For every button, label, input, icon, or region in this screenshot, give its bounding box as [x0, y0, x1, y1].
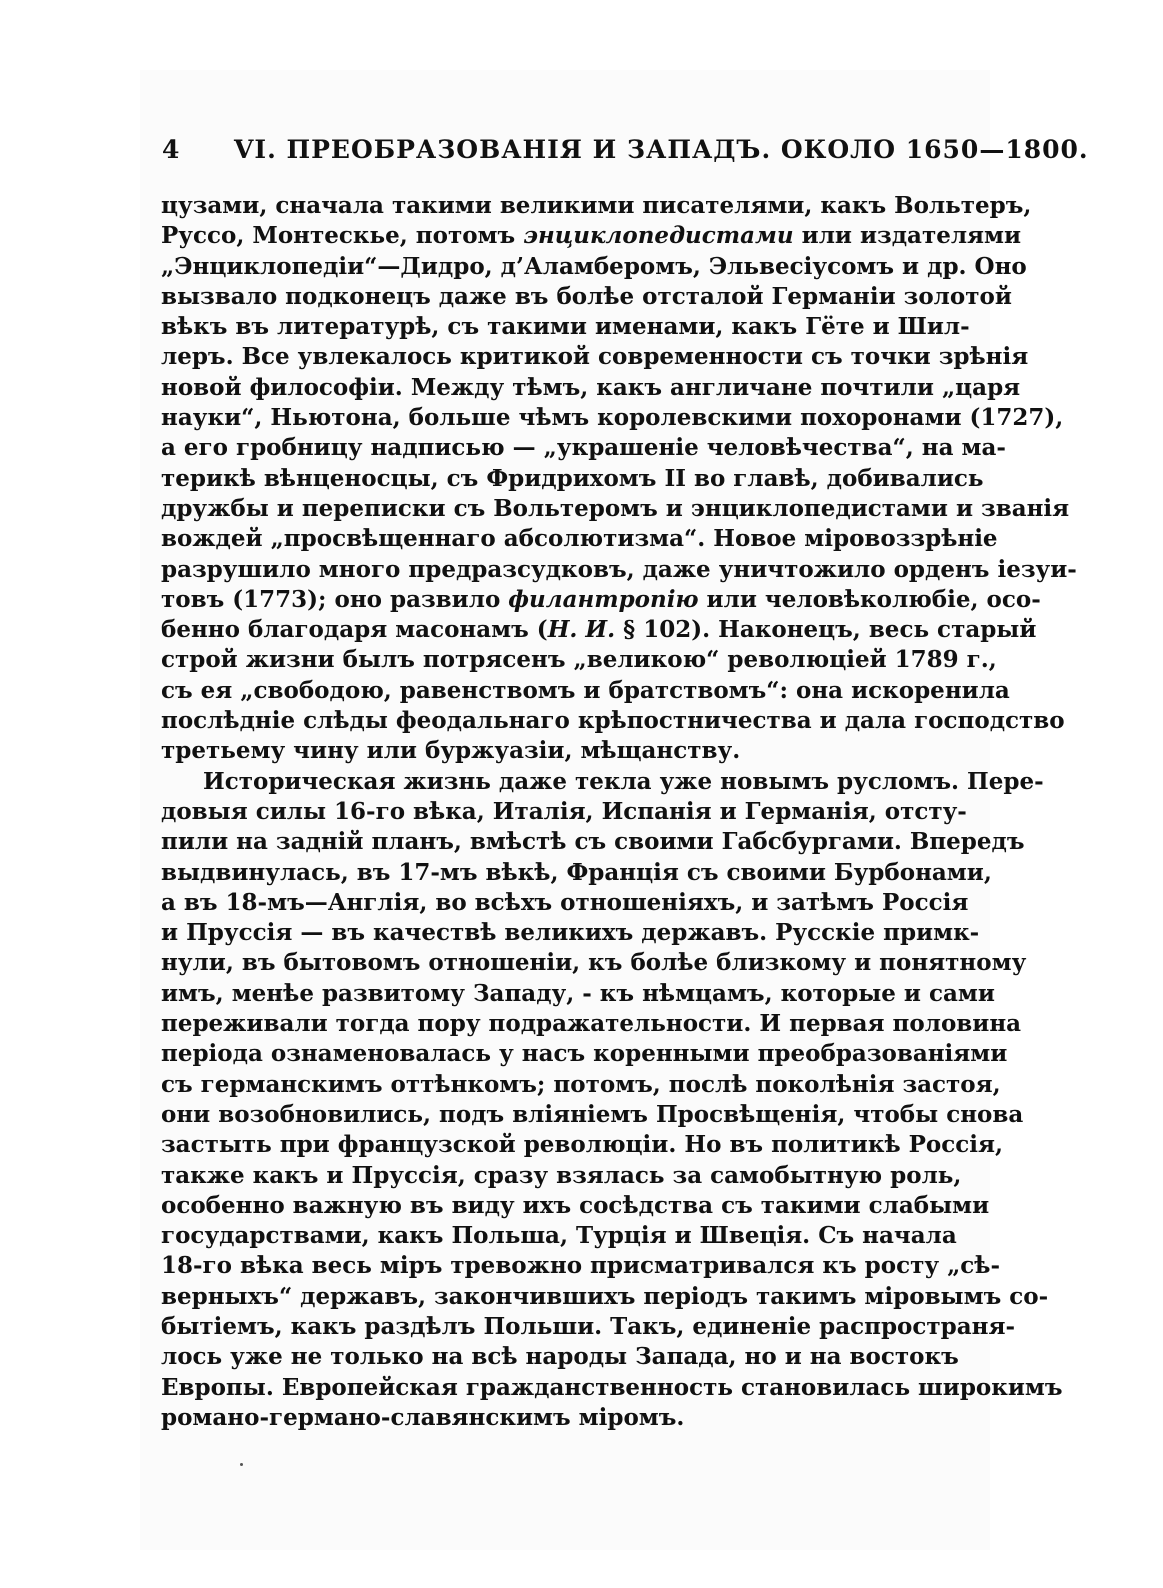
text-line: и Пруссія — въ качествѣ великихъ державъ. Русскіе примк- [161, 919, 980, 947]
text-line: а въ 18-мъ—Англія, во всѣхъ отношеніяхъ, и затѣмъ Россія [161, 888, 969, 916]
text-line: романо-германо-славянскимъ міромъ. [161, 1403, 685, 1431]
text-line [161, 615, 1037, 645]
text-line: они возобновились, подъ вліяніемъ Просвѣщенія, чтобы снова [161, 1100, 1024, 1128]
italic-term: филантропію [508, 585, 699, 613]
text-segment: или издателями [793, 222, 1022, 250]
text-line: разрушило много предразсудковъ, даже уничтожило орденъ іезуи- [161, 555, 1077, 583]
text-segment: или человѣколюбіе, осо- [698, 585, 1041, 613]
text-line: терикѣ вѣнценосцы, съ Фридрихомъ II во главѣ, добивались [161, 464, 984, 492]
scan-speck [240, 1463, 243, 1466]
text-line: вызвало подконецъ даже въ болѣе отсталой Германіи золотой [161, 282, 1012, 310]
text-line: вѣкъ въ литературѣ, съ такими именами, какъ Гёте и Шил- [161, 313, 970, 341]
text-line [161, 221, 1022, 251]
text-line: верныхъ“ державъ, закончившихъ періодъ такимъ міровымъ со- [161, 1282, 1049, 1310]
paragraph-1 [161, 191, 1077, 767]
text-line: съ ея „свободою, равенствомъ и братствомъ“: она искоренила [161, 676, 1010, 704]
italic-term: энциклопедистами [523, 222, 794, 250]
text-line: застыть при французской революціи. Но въ политикѣ Россія, [161, 1131, 1004, 1159]
text-line: довыя силы 16-го вѣка, Италія, Испанія и Германія, отсту- [161, 797, 967, 825]
text-line: пили на задній планъ, вмѣстѣ съ своими Габсбургами. Впередъ [161, 828, 1025, 856]
text-line: имъ, менѣе развитому Западу, - къ нѣмцамъ, которые и сами [161, 979, 995, 1007]
text-line: леръ. Все увлекалось критикой современности съ точки зрѣнія [161, 343, 1029, 371]
text-line: также какъ и Пруссія, сразу взялась за самобытную роль, [161, 1161, 962, 1189]
italic-term: Н. И. [547, 616, 616, 644]
text-line: а его гробницу надписью — „украшеніе человѣчества“, на ма- [161, 434, 1006, 462]
running-header [162, 133, 1089, 167]
text-line: съ германскимъ оттѣнкомъ; потомъ, послѣ поколѣнія застоя, [161, 1070, 1001, 1098]
text-line: цузами, сначала такими великими писателями, какъ Вольтеръ, [161, 192, 1032, 219]
text-line: бытіемъ, какъ раздѣлъ Польши. Такъ, единеніе распространя- [161, 1312, 1015, 1340]
paragraph-2 [161, 767, 1063, 1434]
text-segment: бенно благодаря масонамъ ( [161, 616, 548, 644]
text-segment: Руссо, Монтескье, потомъ [161, 222, 524, 250]
text-line: дружбы и переписки съ Вольтеромъ и энциклопедистами и званія [161, 494, 1070, 522]
text-line: „Энциклопедіи“—Дидро, д’Аламберомъ, Эльвесіусомъ и др. Оно [161, 252, 1027, 280]
text-line: строй жизни былъ потрясенъ „великою“ революціей 1789 г., [161, 646, 997, 674]
text-line [161, 585, 1041, 615]
text-segment: товъ (1773); оно развило [161, 585, 509, 613]
text-line: переживали тогда пору подражательности. И первая половина [161, 1010, 1022, 1038]
text-segment: § 102). Наконецъ, весь старый [615, 616, 1037, 644]
text-line: Европы. Европейская гражданственность становилась широкимъ [161, 1373, 1063, 1401]
text-line: лось уже не только на всѣ народы Запада, но и на востокъ [161, 1343, 959, 1371]
text-line: особенно важную въ виду ихъ сосѣдства съ такими слабыми [161, 1191, 990, 1219]
text-line: новой философіи. Между тѣмъ, какъ англичане почтили „царя [161, 373, 1021, 401]
text-line: послѣдніе слѣды феодальнаго крѣпостничества и дала господство [161, 707, 1065, 735]
text-line: выдвинулась, въ 17-мъ вѣкѣ, Франція съ своими Бурбонами, [161, 858, 992, 886]
page-body [161, 191, 1077, 1433]
text-line: третьему чину или буржуазіи, мѣщанству. [161, 737, 741, 765]
text-line: государствами, какъ Польша, Турція и Швеція. Съ начала [161, 1222, 957, 1250]
text-line: 18-го вѣка весь міръ тревожно присматривался къ росту „сѣ- [161, 1252, 1001, 1280]
text-line: нули, въ бытовомъ отношеніи, къ болѣе близкому и понятному [161, 949, 1027, 977]
text-line: періода ознаменовалась у насъ коренными преобразованіями [161, 1040, 1008, 1068]
running-title: VI. ПРЕОБРАЗОВАНІЯ И ЗАПАДЪ. ОКОЛО 1650—1800. [234, 135, 1089, 164]
text-line: Историческая жизнь даже текла уже новымъ русломъ. Пере- [203, 767, 1044, 795]
page-number: 4 [162, 135, 180, 164]
text-line: вождей „просвѣщеннаго абсолютизма“. Новое міровоззрѣніе [161, 525, 998, 553]
text-line: науки“, Ньютона, больше чѣмъ королевскими похоронами (1727), [161, 404, 1064, 432]
